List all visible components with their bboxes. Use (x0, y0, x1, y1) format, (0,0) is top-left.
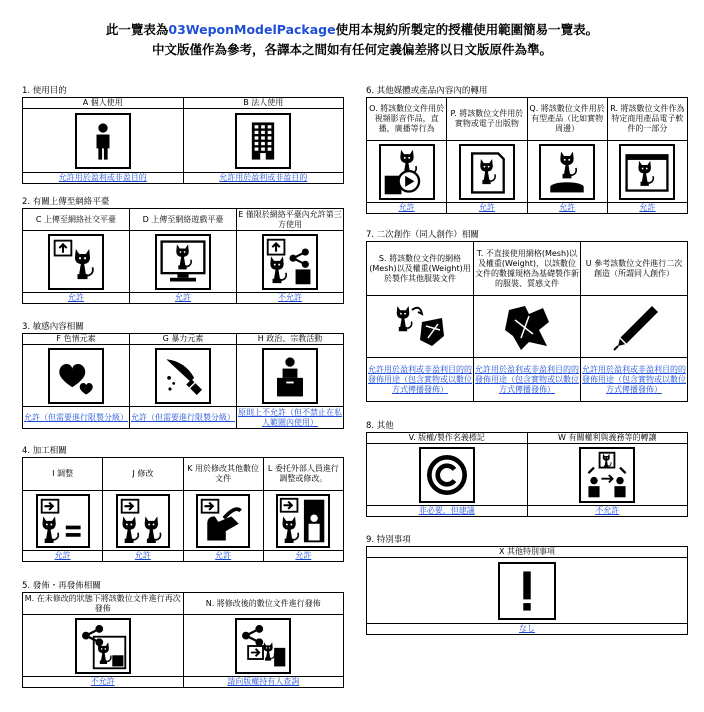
col-head-b: B 法人使用 (183, 98, 344, 109)
status-l: 允許 (263, 551, 343, 562)
book-cat-icon (459, 144, 515, 200)
status-c: 允許 (23, 293, 130, 304)
other-media-table (366, 97, 688, 214)
section-title: 7. 二次創作（同人創作）相關 (366, 230, 479, 240)
col-head-e: E 僅限於網絡平臺內允許第三方使用 (238, 209, 342, 229)
section-title: 3. 敏感內容相關 (22, 322, 84, 332)
modify-icon (116, 494, 170, 548)
section-distribution (22, 580, 344, 688)
copyright-icon (419, 447, 475, 503)
podium-icon (262, 348, 318, 404)
col-head-n: N. 將修改後的數位文件進行發佈 (183, 593, 344, 615)
col-head-x: X 其他特別事項 (367, 547, 688, 558)
col-head-g: G 暴力元素 (130, 334, 237, 345)
status-x: なし (367, 624, 688, 635)
status-o: 允許 (367, 203, 447, 214)
col-head-r: R. 將該數位文件作為特定商用產品電子軟件的一部分 (607, 98, 687, 141)
col-head-p: P. 將該數位文件用於實物或電子出版物 (447, 98, 527, 141)
status-q: 允許 (527, 203, 607, 214)
col-head-l: L 委托外部人員進行調整或修改。 (263, 458, 343, 491)
section-title: 8. 其他 (366, 421, 394, 431)
col-head-v: V. 版權/製作名義標記 (367, 433, 528, 444)
software-cat-icon (619, 144, 675, 200)
section-title: 6. 其他媒體或產品內容內的轉用 (366, 86, 488, 96)
status-f: 允許（但需要進行限製分級） (23, 407, 130, 429)
col-head-f: F 色情元素 (23, 334, 130, 345)
special-table (366, 546, 688, 635)
col-head-o: O. 將該數位文件用於視頻影音作品，直播，廣播等行為 (367, 98, 447, 141)
section-others (366, 420, 688, 517)
transfer-icon (579, 447, 635, 503)
video-cat-icon (379, 144, 435, 200)
col-head-c: C 上傳至網絡社交平臺 (23, 209, 130, 231)
status-g: 允許（但需要進行限製分級） (130, 407, 237, 429)
status-h: 原則上不允許（但不禁止在私人範圍內使用） (238, 407, 342, 427)
section-upload (22, 196, 344, 304)
processing-table (22, 457, 344, 562)
hearts-icon (48, 348, 104, 404)
status-p: 允許 (447, 203, 527, 214)
redistribute-modified-icon (235, 618, 291, 674)
status-t: 允許用於盈利或非盈利目的的發佈用途（包含實物或以數位方式傳播發佈） (474, 358, 581, 402)
usage-purpose-table (22, 97, 344, 184)
col-head-d: D 上傳至網絡遊戲平臺 (130, 209, 237, 231)
col-head-k: K 用於修改其他數位文件 (183, 458, 263, 491)
col-head-m: M. 在未修改的狀態下將該數位文件進行再次發佈 (23, 593, 184, 615)
figure-cat-icon (539, 144, 595, 200)
merge-icon (196, 494, 250, 548)
col-head-j: J 修改 (103, 458, 183, 491)
mesh-cat-icon (392, 300, 448, 354)
status-b: 允許用於盈利或非盈目的 (183, 173, 344, 184)
col-head-a: A 個人使用 (23, 98, 184, 109)
status-j: 允許 (103, 551, 183, 562)
outsource-icon (276, 494, 330, 548)
section-title: 4. 加工相關 (22, 446, 67, 456)
section-special (366, 534, 688, 635)
redistribute-icon (75, 618, 131, 674)
status-e: 不允許 (237, 293, 344, 304)
col-head-q: Q. 將該數位文件用於有型產品（比如實物周邊） (527, 98, 607, 141)
sensitive-table (22, 333, 344, 429)
cloth-icon (499, 300, 555, 354)
status-k: 允許 (183, 551, 263, 562)
header-prefix: 此一覽表為 (105, 22, 169, 37)
status-i: 允許 (23, 551, 103, 562)
section-title: 5. 發佈・再發佈相關 (22, 581, 101, 591)
status-u: 允許用於盈利或非盈利目的的發佈用途（包含實物或以數位方式傳播發佈） (581, 358, 688, 402)
building-icon (235, 113, 291, 169)
header-line-1 (0, 20, 704, 40)
section-usage-purpose (22, 85, 344, 184)
monitor-cat-icon (155, 234, 211, 290)
col-head-i: I 調整 (23, 458, 103, 491)
section-title: 1. 使用目的 (22, 86, 67, 96)
status-a: 允許用於盈利或非盈目的 (23, 173, 184, 184)
header-line-2: 中文版僅作為參考，各譯本之間如有任何定義偏差將以日文版原件為準。 (151, 42, 552, 57)
share-cat-icon (262, 234, 318, 290)
others-table (366, 432, 688, 517)
section-derivative (366, 229, 688, 402)
status-d: 允許 (130, 293, 237, 304)
pen-icon (606, 300, 662, 354)
knife-icon (155, 348, 211, 404)
derivative-table (366, 241, 688, 402)
section-processing (22, 445, 344, 562)
distribution-table (22, 592, 344, 688)
upload-cat-icon (48, 234, 104, 290)
upload-table (22, 208, 344, 304)
col-head-t: T. 不直接使用網格(Mesh)以及權重(Weight)，以該數位文件的數據規格為基礎製作新的服裝、質感文件 (474, 242, 581, 296)
section-title: 9. 特別事項 (366, 535, 411, 545)
adjust-icon (36, 494, 90, 548)
section-title: 2. 有關上傳至網絡平臺 (22, 197, 110, 207)
section-sensitive (22, 321, 344, 429)
col-head-h: H 政治、宗教活動 (237, 334, 344, 345)
status-m: 不允許 (23, 677, 184, 688)
col-head-s: S. 將該數位文件的網格(Mesh)以及權重(Weight)用於製作其他服裝文件 (367, 242, 474, 296)
header-suffix: 使用本規約所製定的授權使用範圍簡易一覽表。 (335, 22, 599, 37)
col-head-w: W 有關權利與義務等的轉讓 (527, 433, 688, 444)
status-v: 非必要，但建議 (367, 506, 528, 517)
status-r: 允許 (607, 203, 687, 214)
exclamation-icon (498, 562, 556, 620)
status-w: 不允許 (527, 506, 688, 517)
col-head-u: U 參考該數位文件進行二次創造（所謂同人創作） (581, 242, 688, 296)
status-s: 允許用於盈利或非盈利目的的發佈用途（包含實物或以數位方式傳播發佈） (367, 358, 474, 402)
person-icon (75, 113, 131, 169)
status-n: 請向版權持有人查詢 (183, 677, 344, 688)
package-name: 03WeponModelPackage (168, 22, 336, 37)
section-other-media (366, 85, 688, 214)
page-header (0, 20, 704, 60)
